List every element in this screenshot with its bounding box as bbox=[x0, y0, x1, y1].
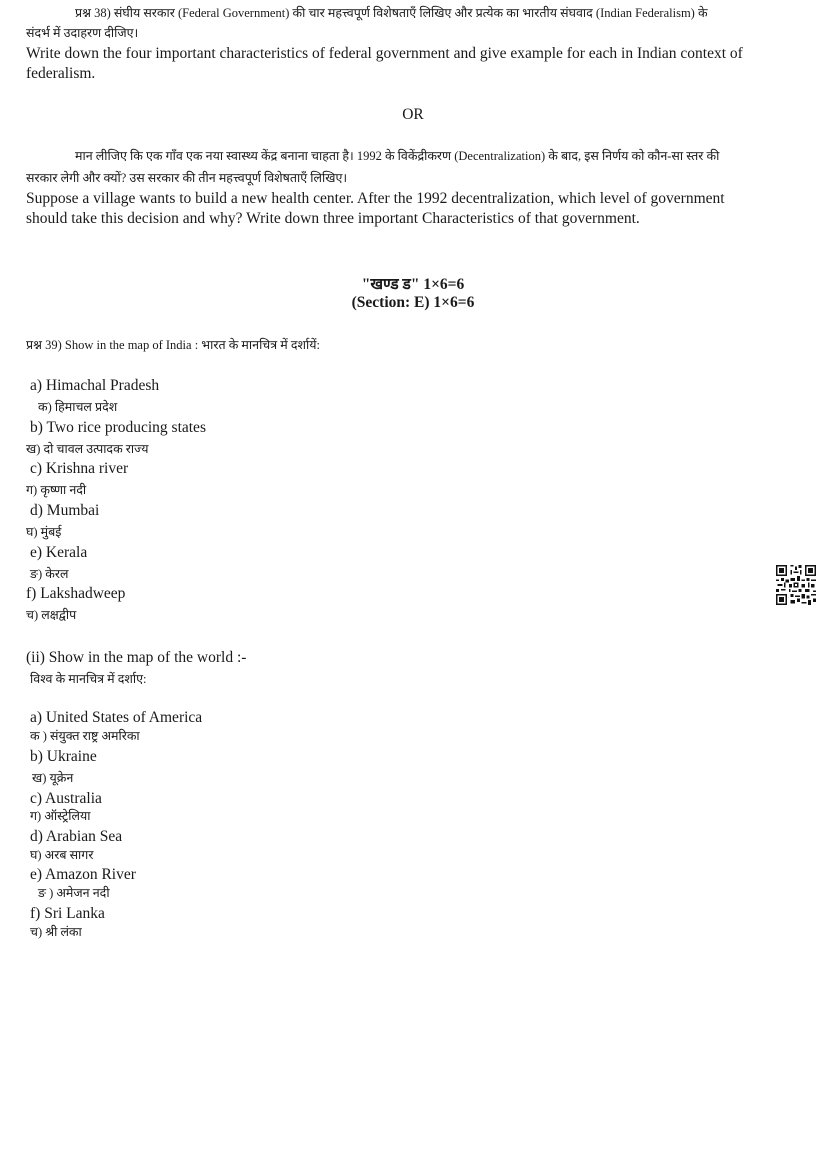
world-prompt-hindi: विश्व के मानचित्र में दर्शाए: bbox=[30, 672, 147, 686]
world-prompt: (ii) Show in the map of the world :- bbox=[26, 649, 247, 666]
section-english-title: (Section: E) 1×6=6 bbox=[351, 294, 475, 311]
india-item-e-hindi: ङ) केरल bbox=[30, 567, 69, 581]
q38-hindi-line-2: संदर्भ में उदाहरण दीजिए। bbox=[26, 26, 139, 40]
section-hindi-title: "खण्ड ड" 1×6=6 bbox=[361, 276, 465, 293]
world-item-e-hindi: ङ ) अमेजन नदी bbox=[38, 886, 110, 900]
india-item-d-hindi: घ) मुंबई bbox=[26, 525, 62, 539]
qr-code-icon bbox=[776, 565, 816, 605]
india-item-f-hindi: च) लक्षद्वीप bbox=[26, 608, 77, 622]
world-item-a: a) United States of America bbox=[30, 709, 203, 726]
india-item-c: c) Krishna river bbox=[30, 460, 129, 477]
india-item-a: a) Himachal Pradesh bbox=[30, 377, 160, 394]
world-item-c-hindi: ग) ऑस्ट्रेलिया bbox=[30, 809, 91, 823]
q38-hindi-line-1: प्रश्न 38) संघीय सरकार (Federal Government) की चार महत्त्वपूर्ण विशेषताएँ लिखिए और प्रत्येक का भारतीय संघवाद (Indian Federalism) के bbox=[75, 6, 708, 20]
india-item-e: e) Kerala bbox=[30, 544, 88, 561]
world-item-e: e) Amazon River bbox=[30, 866, 136, 883]
world-item-b: b) Ukraine bbox=[30, 748, 97, 765]
world-item-a-hindi: क ) संयुक्त राष्ट्र अमरिका bbox=[30, 729, 140, 743]
india-item-f: f) Lakshadweep bbox=[26, 585, 126, 602]
q38-english-line-2: federalism. bbox=[26, 65, 96, 82]
india-item-b-hindi: ख) दो चावल उत्पादक राज्य bbox=[26, 442, 149, 456]
india-item-c-hindi: ग) कृष्णा नदी bbox=[26, 483, 87, 497]
or-label: OR bbox=[402, 106, 424, 123]
world-item-b-hindi: ख) यूक्रेन bbox=[32, 771, 74, 785]
india-item-a-hindi: क) हिमाचल प्रदेश bbox=[38, 400, 118, 414]
q38-english-line-1: Write down the four important characteristics of federal government and give example for each in Indian context of bbox=[26, 45, 743, 62]
world-item-c: c) Australia bbox=[30, 790, 102, 807]
india-item-d: d) Mumbai bbox=[30, 502, 100, 519]
q38-alt-hindi-line-1: मान लीजिए कि एक गाँव एक नया स्वास्थ्य केंद्र बनाना चाहता है। 1992 के विकेंद्रीकरण (Decentralization) के बाद, इस निर्णय को कौन-सा स्तर की bbox=[75, 149, 720, 163]
world-item-f: f) Sri Lanka bbox=[30, 905, 105, 922]
world-item-f-hindi: च) श्री लंका bbox=[30, 925, 82, 939]
india-item-b: b) Two rice producing states bbox=[30, 419, 206, 436]
q38-alt-english-line-2: should take this decision and why? Write down three important Characteristics of that government. bbox=[26, 210, 640, 227]
q39-prompt: प्रश्न 39) Show in the map of India : भारत के मानचित्र में दर्शायें: bbox=[26, 338, 320, 352]
q38-alt-hindi-line-2: सरकार लेगी और क्यों? उस सरकार की तीन महत्त्वपूर्ण विशेषताएँ लिखिए। bbox=[26, 171, 348, 185]
world-item-d: d) Arabian Sea bbox=[30, 828, 123, 845]
world-item-d-hindi: घ) अरब सागर bbox=[30, 848, 94, 862]
q38-alt-english-line-1: Suppose a village wants to build a new health center. After the 1992 decentralization, which level of government bbox=[26, 190, 725, 207]
